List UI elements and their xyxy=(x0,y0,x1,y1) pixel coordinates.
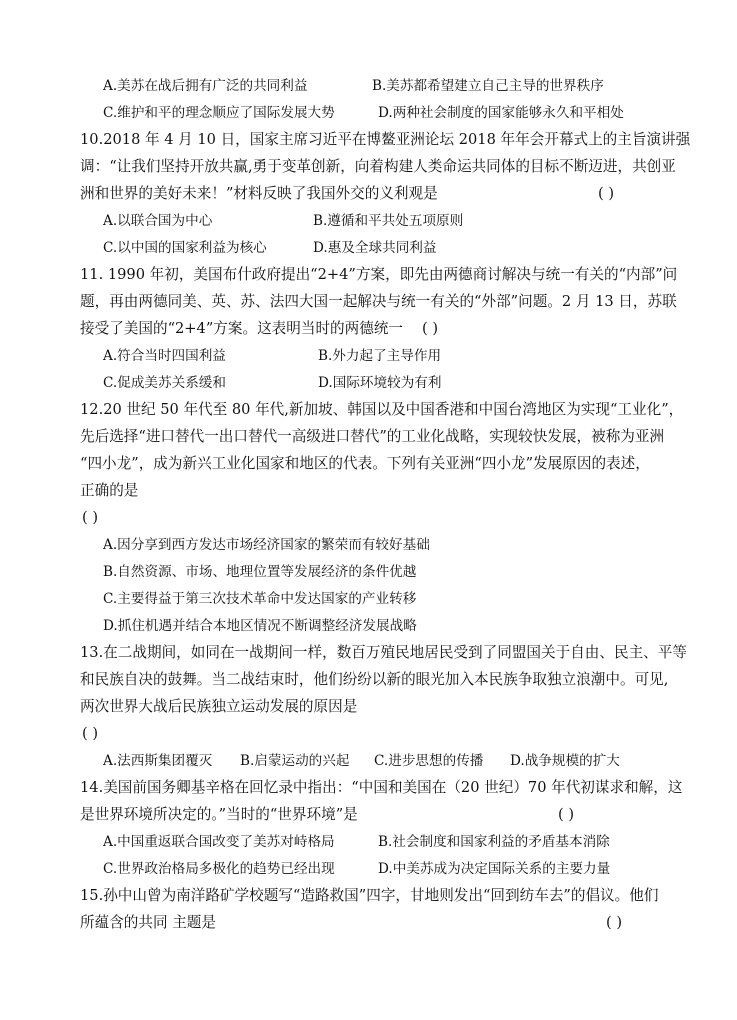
q14-option-d: D.中美苏成为决定国际关系的主要力量 xyxy=(378,861,611,877)
q10-option-a: A.以联合国为中心 xyxy=(103,213,213,229)
q11-option-a: A.符合当时四国利益 xyxy=(103,348,226,364)
q12-stem-line-1: 12.20 世纪 50 年代至 80 年代,新加坡、韩国以及中国香港和中国台湾地区为实现“工业化”， xyxy=(80,401,684,418)
q9-option-a: A.美苏在战后拥有广泛的共同利益 xyxy=(103,78,308,94)
q13-option-d: D.战争规模的扩大 xyxy=(510,753,620,769)
q10-stem-line-3: 洲和世界的美好未来！”材料反映了我国外交的义利观是 xyxy=(80,185,438,202)
q15-stem-line-1: 15.孙中山曾为南洋路矿学校题写“造路救国”四字，甘地则发出“回到纺车去”的倡议。他们 xyxy=(80,887,659,904)
q13-stem-line-3: 两次世界大战后民族独立运动发展的原因是 xyxy=(80,698,358,715)
q10-option-d: D.惠及全球共同利益 xyxy=(313,240,437,256)
q12-stem-line-2: 先后选择“进口替代一出口替代一高级进口替代”的工业化战略，实现较快发展，被称为亚洲 xyxy=(80,428,665,445)
q14-option-b: B.社会制度和国家利益的矛盾基本消除 xyxy=(378,834,610,850)
q9-option-d: D.两种社会制度的国家能够永久和平相处 xyxy=(378,105,624,121)
q15-answer-blank: ( ) xyxy=(606,914,623,931)
q13-option-b: B.启蒙运动的兴起 xyxy=(240,753,350,769)
q14-stem-line-1: 14.美国前国务卿基辛格在回忆录中指出：“中国和美国在（20 世纪）70 年代初谋求和解，这 xyxy=(80,779,683,796)
q13-answer-blank: ( ) xyxy=(82,725,99,742)
q12-option-a: A.因分享到西方发达市场经济国家的繁荣而有较好基础 xyxy=(103,537,430,553)
q10-answer-blank: ( ) xyxy=(598,185,615,202)
q12-stem-line-4: 正确的是 xyxy=(80,482,139,499)
q10-stem-line-1: 10.2018 年 4 月 10 日，国家主席习近平在博鳌亚洲论坛 2018 年年会开幕式上的主旨演讲强 xyxy=(80,131,691,148)
q15-stem-line-2: 所蕴含的共同 主题是 xyxy=(80,914,216,931)
q12-option-d: D.抓住机遇并结合本地区情况不断调整经济发展战略 xyxy=(103,618,417,634)
q13-option-a: A.法西斯集团覆灭 xyxy=(103,753,213,769)
q13-stem-line-1: 13.在二战期间，如同在一战期间一样，数百万殖民地居民受到了同盟国关于自由、民主、平等 xyxy=(80,644,687,661)
q14-option-a: A.中国重返联合国改变了美苏对峙格局 xyxy=(103,834,335,850)
q13-stem-line-2: 和民族自决的鼓舞。当二战结束时，他们纷纷以新的眼光加入本民族争取独立浪潮中。可见, xyxy=(80,671,669,688)
q10-option-b: B.遵循和平共处五项原则 xyxy=(313,213,464,229)
q13-option-c: C.进步思想的传播 xyxy=(374,753,484,769)
q14-option-c: C.世界政治格局多极化的趋势已经出现 xyxy=(103,861,335,877)
q10-option-c: C.以中国的国家利益为核心 xyxy=(103,240,267,256)
q10-stem-line-2: 调：“让我们坚持开放共赢,勇于变革创新，向着构建人类命运共同体的目标不断迈进，共创亚 xyxy=(80,158,676,175)
q14-stem-line-2: 是世界环境所决定的。”当时的“世界环境”是 xyxy=(80,806,358,823)
q11-stem-line-2: 题，再由两德同美、英、苏、法四大国一起解决与统一有关的“外部”问题。2 月 13 日，苏联 xyxy=(80,293,677,310)
q11-answer-blank: ( ) xyxy=(422,320,439,337)
q11-stem-line-3: 接受了美国的“2+4”方案。这表明当时的两德统一 xyxy=(80,320,404,337)
q11-option-d: D.国际环境较为有利 xyxy=(318,375,442,391)
q12-option-c: C.主要得益于第三次技术革命中发达国家的产业转移 xyxy=(103,591,417,607)
q12-option-b: B.自然资源、市场、地理位置等发展经济的条件优越 xyxy=(103,564,417,580)
q12-stem-line-3: “四小龙”，成为新兴工业化国家和地区的代表。下列有关亚洲“四小龙”发展原因的表述， xyxy=(80,455,650,472)
q14-answer-blank: ( ) xyxy=(558,806,575,823)
q9-option-c: C.维护和平的理念顺应了国际发展大势 xyxy=(103,105,335,121)
q11-stem-line-1: 11. 1990 年初，美国布什政府提出“2+4”方案，即先由两德商讨解决与统一有关的“内部”问 xyxy=(80,266,678,283)
q12-answer-blank: ( ) xyxy=(82,509,99,526)
q11-option-b: B.外力起了主导作用 xyxy=(318,348,442,364)
q9-option-b: B.美苏都希望建立自己主导的世界秩序 xyxy=(372,78,604,94)
q11-option-c: C.促成美苏关系缓和 xyxy=(103,375,226,391)
